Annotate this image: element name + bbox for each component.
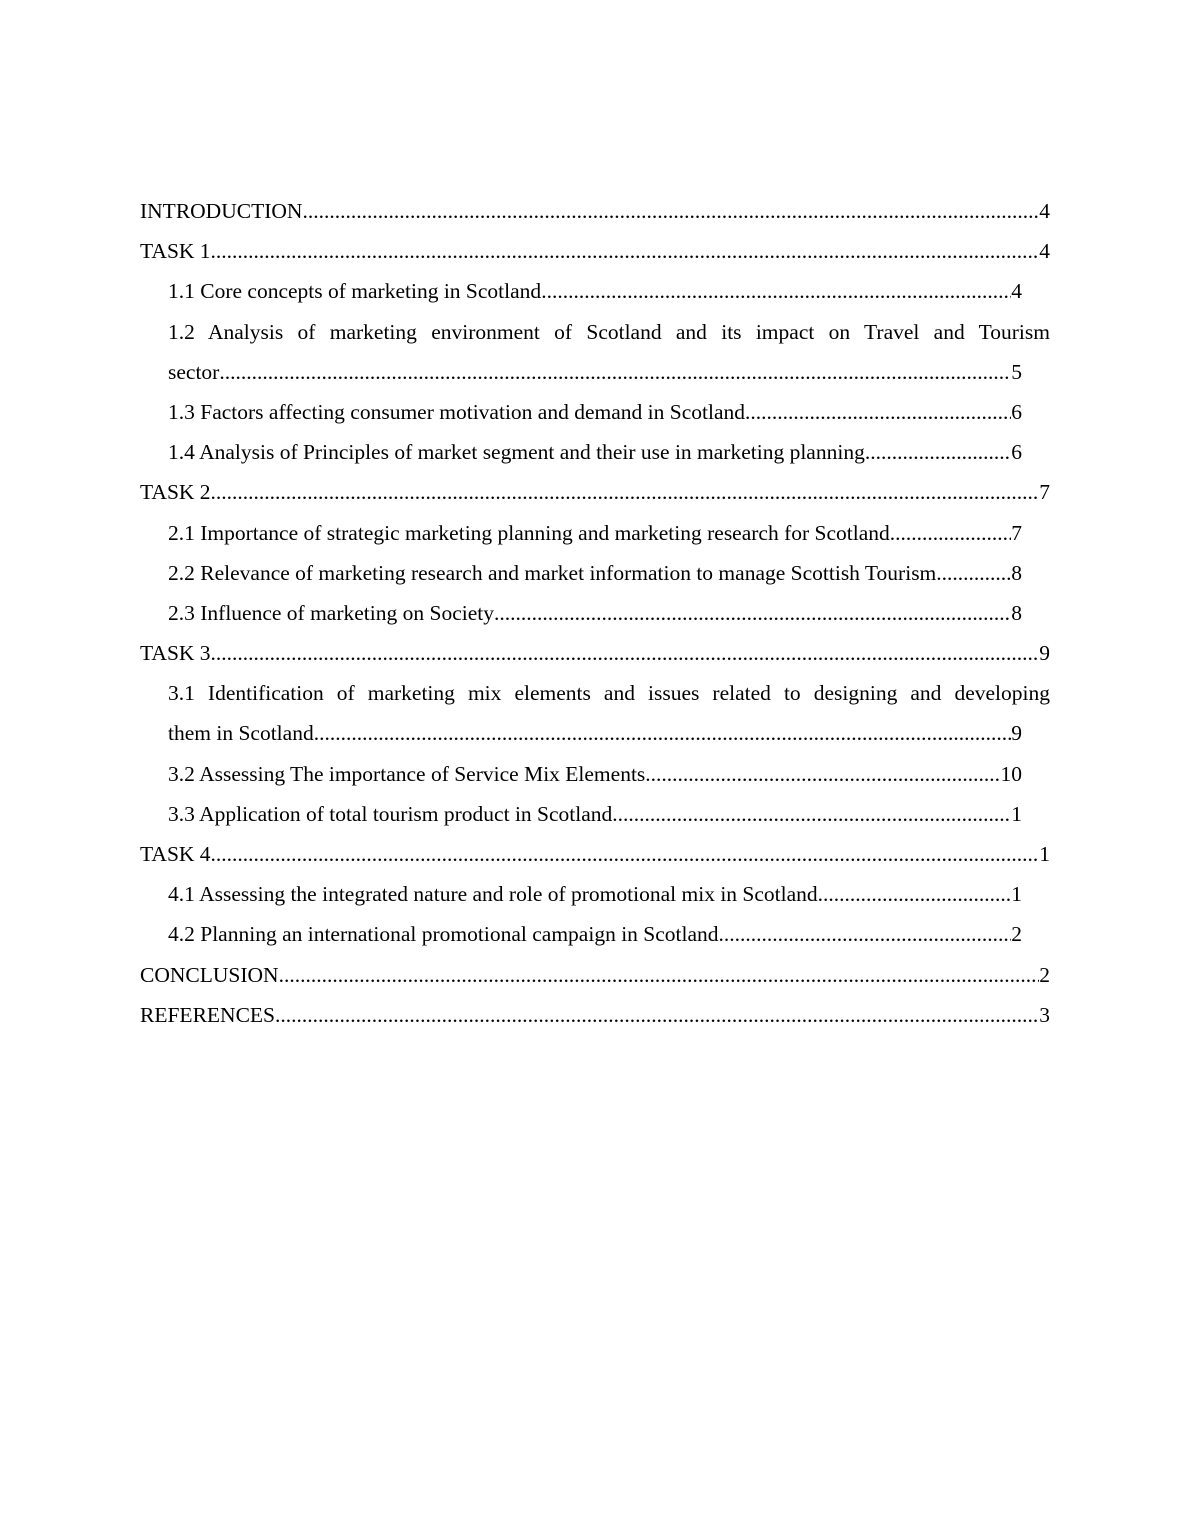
toc-dot-leader — [818, 874, 1012, 914]
toc-entry-page: 7 — [1039, 480, 1050, 505]
toc-entry-4-2[interactable] — [168, 914, 1022, 954]
toc-entry-page: 7 — [1011, 520, 1022, 545]
toc-dot-leader — [219, 352, 1011, 392]
toc-dot-leader — [211, 633, 1040, 673]
toc-entry-1-1[interactable] — [168, 271, 1022, 311]
toc-dot-leader — [211, 231, 1040, 271]
toc-entry-label: REFERENCES — [140, 1002, 275, 1027]
toc-entry-label: TASK 3 — [140, 641, 211, 666]
toc-entry-label-line1: 3.1 Identification of marketing mix elements and issues related to designing and developing — [168, 681, 1050, 706]
toc-entry-3-1[interactable] — [168, 713, 1022, 753]
toc-entry-label: 3.3 Application of total tourism product in Scotland — [168, 801, 613, 826]
toc-entry-page: 4 — [1039, 239, 1050, 264]
toc-entry-label: them in Scotland — [168, 721, 314, 746]
toc-entry-page: 5 — [1011, 359, 1022, 384]
toc-entry-label: 1.3 Factors affecting consumer motivation and demand in Scotland — [168, 399, 745, 424]
toc-entry-label: TASK 4 — [140, 842, 211, 866]
toc-entry-3-3[interactable] — [168, 794, 1022, 834]
toc-dot-leader — [275, 995, 1039, 1035]
toc-entry-label: CONCLUSION — [140, 962, 279, 987]
toc-dot-leader — [645, 754, 1000, 794]
toc-entry-label: 2.2 Relevance of marketing research and market information to manage Scottish Tourism. — [168, 560, 942, 585]
toc-entry-label: 4.1 Assessing the integrated nature and role of promotional mix in Scotland — [168, 882, 818, 907]
toc-entry-label: TASK 1 — [140, 239, 211, 264]
toc-entry-1-3[interactable] — [168, 392, 1022, 432]
toc-entry-label: 2.3 Influence of marketing on Society — [168, 600, 494, 625]
toc-dot-leader — [302, 191, 1039, 231]
toc-entry-label-line1: 1.2 Analysis of marketing environment of Scotland and its impact on Travel and Tourism — [168, 319, 1050, 344]
toc-entry-3-2[interactable] — [168, 754, 1022, 794]
toc-entry-label: 3.2 Assessing The importance of Service Mix Elements — [168, 761, 646, 786]
toc-entry-label: TASK 2 — [140, 480, 211, 505]
toc-entry-1-2[interactable] — [168, 352, 1022, 392]
toc-entry-4-1[interactable] — [168, 874, 1022, 914]
toc-entry-page: 2 — [1011, 922, 1022, 947]
toc-entry-label: 1.1 Core concepts of marketing in Scotland — [168, 279, 542, 304]
toc-entry-references[interactable] — [140, 995, 1050, 1035]
toc-entry-page: 1 — [1011, 882, 1022, 907]
toc-entry-page: 9 — [1039, 641, 1050, 666]
toc-entry-1-2-line1[interactable] — [168, 312, 1050, 352]
toc-entry-1-4[interactable] — [168, 432, 1022, 472]
toc-dot-leader — [719, 914, 1012, 954]
toc-entry-page: 8 — [1011, 600, 1022, 625]
toc-entry-label: 2.1 Importance of strategic marketing planning and marketing research for Scotland — [168, 520, 890, 545]
toc-entry-page: 2 — [1039, 962, 1050, 987]
toc-entry-page: 8 — [1011, 560, 1022, 585]
toc-entry-3-1-line1[interactable] — [168, 673, 1050, 713]
toc-entry-task-1[interactable] — [140, 231, 1050, 271]
toc-dot-leader — [890, 513, 1011, 553]
toc-dot-leader — [279, 955, 1040, 995]
toc-dot-leader — [494, 593, 1011, 633]
toc-entry-task-2[interactable] — [140, 472, 1050, 512]
toc-dot-leader — [211, 834, 1040, 874]
toc-dot-leader — [942, 553, 1012, 593]
toc-dot-leader — [745, 392, 1011, 432]
toc-entry-2-2[interactable] — [168, 553, 1022, 593]
toc-entry-label: 4.2 Planning an international promotional campaign in Scotland — [168, 922, 719, 947]
toc-entry-label: sector — [168, 359, 220, 384]
table-of-contents — [140, 191, 1050, 1035]
toc-dot-leader — [612, 794, 1011, 834]
toc-entry-task-3[interactable] — [140, 633, 1050, 673]
toc-entry-2-3[interactable] — [168, 593, 1022, 633]
toc-entry-page: 1 — [1011, 801, 1022, 826]
toc-entry-page: 10 — [1000, 761, 1022, 786]
toc-dot-leader — [314, 713, 1012, 753]
toc-dot-leader — [865, 432, 1011, 472]
toc-entry-page: 3 — [1039, 1002, 1050, 1027]
toc-entry-label: INTRODUCTION — [140, 199, 303, 223]
toc-entry-2-1[interactable] — [168, 513, 1022, 553]
toc-entry-task-4[interactable] — [140, 834, 1050, 874]
toc-entry-page: 9 — [1011, 721, 1022, 746]
toc-entry-page: 1 — [1039, 842, 1050, 866]
toc-entry-page: 4 — [1039, 199, 1050, 223]
toc-entry-page: 6 — [1011, 440, 1022, 465]
toc-entry-page: 4 — [1011, 279, 1022, 304]
toc-entry-introduction[interactable] — [140, 191, 1050, 231]
toc-entry-page: 6 — [1011, 399, 1022, 424]
toc-entry-conclusion[interactable] — [140, 955, 1050, 995]
toc-dot-leader — [211, 472, 1040, 512]
toc-entry-label: 1.4 Analysis of Principles of market segment and their use in marketing planning — [168, 440, 865, 465]
toc-dot-leader — [541, 271, 1011, 311]
